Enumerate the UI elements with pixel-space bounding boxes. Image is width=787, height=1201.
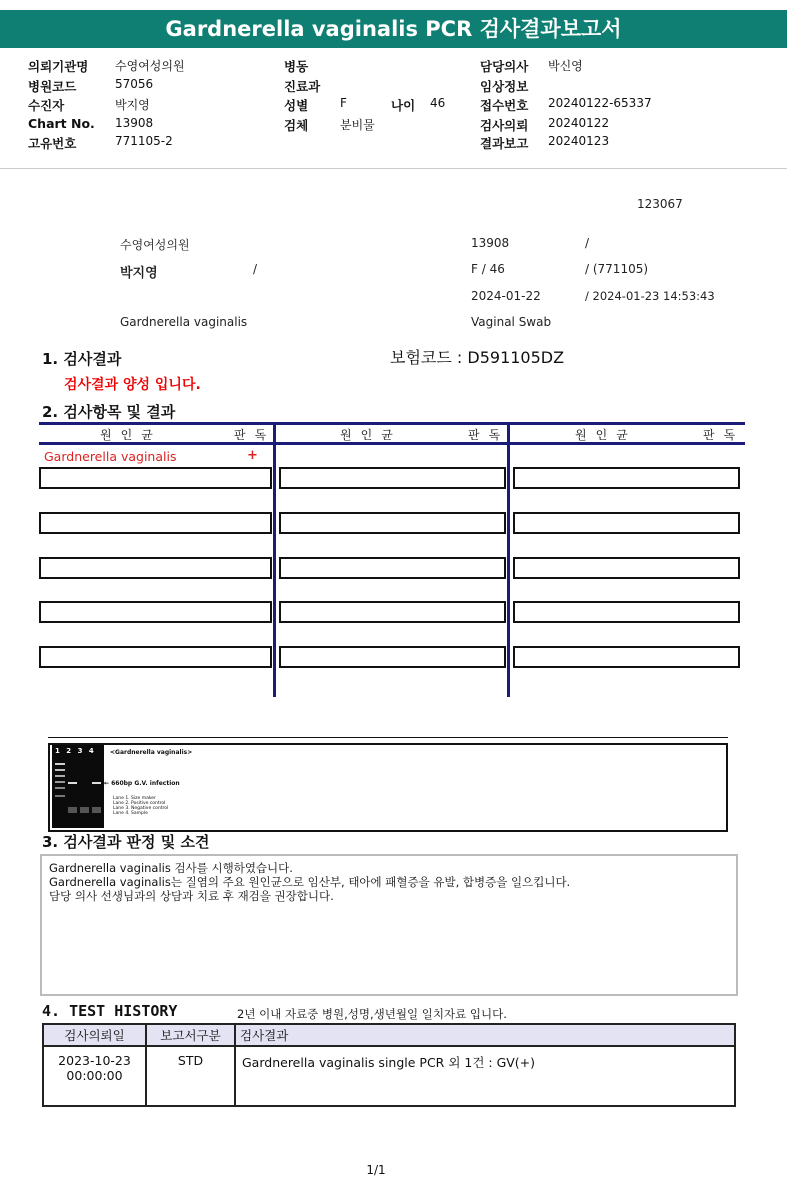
request-label: 검사의뢰 xyxy=(480,118,529,133)
result-box xyxy=(39,601,272,623)
history-type: STD xyxy=(146,1046,235,1106)
header-divider xyxy=(0,168,787,169)
chart-label: Chart No. xyxy=(28,116,95,131)
opinion-line: 담당 의사 선생님과의 상담과 치료 후 재검을 권장합니다. xyxy=(49,889,334,903)
gel-top-rule xyxy=(48,737,728,738)
request-value: 20240122 xyxy=(548,116,610,130)
clinic-value: 수영여성의원 xyxy=(115,59,185,73)
insurance-code: 보험코드 : D591105DZ xyxy=(390,348,565,367)
result-box xyxy=(39,512,272,534)
result-box xyxy=(39,467,272,489)
info-slash: / xyxy=(585,236,590,250)
result-box xyxy=(279,601,506,623)
id-number: 123067 xyxy=(637,197,683,211)
result-box xyxy=(513,601,740,623)
col-judge-1: 판독 xyxy=(234,428,276,442)
info-clinic: 수영여성의원 xyxy=(120,238,190,252)
result-box xyxy=(279,467,506,489)
unique-value: 771105-2 xyxy=(115,134,173,148)
patient-label: 수진자 xyxy=(28,98,65,113)
history-section-title: 4. TEST HISTORY xyxy=(42,1002,178,1020)
sex-value: F xyxy=(340,96,347,110)
info-test-name: Gardnerella vaginalis xyxy=(120,315,248,329)
gel-legend-item: Lane 3. Negative control xyxy=(113,806,169,811)
info-birth: / (771105) xyxy=(585,262,649,276)
gel-caption: <Gardnerella vaginalis> xyxy=(110,749,193,756)
specimen-value: 분비물 xyxy=(340,118,375,132)
gel-legend-item: Lane 4. Sample xyxy=(113,811,148,816)
age-label: 나이 xyxy=(391,98,416,113)
report-label: 결과보고 xyxy=(480,136,529,151)
age-value: 46 xyxy=(430,96,446,110)
grid-divider-2 xyxy=(507,422,510,697)
result-box xyxy=(39,646,272,668)
gel-legend xyxy=(113,796,168,816)
opinion-box xyxy=(40,854,738,996)
gel-legend-item: Lane 2. Positive control xyxy=(113,801,166,806)
history-header-result: 검사결과 xyxy=(235,1024,735,1046)
info-chart: 13908 xyxy=(471,236,510,250)
clinic-label: 의뢰기관명 xyxy=(28,59,89,74)
doctor-label: 담당의사 xyxy=(480,59,529,74)
report-title: Gardnerella vaginalis PCR 검사결과보고서 xyxy=(0,10,787,48)
col-germ-1: 원인균 xyxy=(100,428,162,442)
result-section-title: 1. 검사결과 xyxy=(42,350,122,368)
ward-label: 병동 xyxy=(284,59,309,74)
history-header-type: 보고서구분 xyxy=(146,1024,235,1046)
result-box xyxy=(513,512,740,534)
result-box xyxy=(279,512,506,534)
info-request-date: 2024-01-22 xyxy=(471,289,541,303)
opinion-line: Gardnerella vaginalis는 질염의 주요 원인균으로 임산부, 태아에 패혈증을 유발, 합병증을 일으킵니다. xyxy=(49,875,571,889)
result-box xyxy=(39,557,272,579)
opinion-line: Gardnerella vaginalis 검사를 시행하였습니다. xyxy=(49,861,293,875)
clinical-label: 임상정보 xyxy=(480,79,529,94)
info-sex-age: F / 46 xyxy=(471,262,505,276)
gel-panel xyxy=(48,743,728,832)
result-positive-text: 검사결과 양성 입니다. xyxy=(64,377,201,393)
doctor-value: 박신영 xyxy=(548,59,583,73)
page-number: 1/1 xyxy=(366,1163,386,1177)
info-specimen: Vaginal Swab xyxy=(471,315,552,329)
gel-electrophoresis-image xyxy=(52,745,104,828)
specimen-label: 검체 xyxy=(284,118,309,133)
result-box xyxy=(279,646,506,668)
gel-lane-numbers: 1 2 3 4 xyxy=(55,747,94,755)
result-box xyxy=(513,557,740,579)
germ-item-result: + xyxy=(247,448,258,463)
history-note: 2년 이내 자료중 병원,성명,생년월일 일치자료 입니다. xyxy=(237,1007,507,1021)
col-germ-2: 원인균 xyxy=(340,428,402,442)
unique-label: 고유번호 xyxy=(28,136,77,151)
history-time: 00:00:00 xyxy=(66,1068,123,1083)
result-box xyxy=(513,467,740,489)
table-row xyxy=(43,1046,735,1106)
gel-band-label: ← 660bp G.V. infection xyxy=(104,780,180,787)
history-date-cell xyxy=(43,1046,146,1106)
info-patient: 박지영 xyxy=(120,266,158,281)
col-germ-3: 원인균 xyxy=(575,428,637,442)
code-label: 병원코드 xyxy=(28,79,77,94)
result-box xyxy=(279,557,506,579)
receipt-value: 20240122-65337 xyxy=(548,96,652,110)
info-report-datetime: / 2024-01-23 14:53:43 xyxy=(585,289,715,303)
grid-divider-1 xyxy=(273,422,276,697)
col-judge-3: 판독 xyxy=(703,428,745,442)
dept-label: 진료과 xyxy=(284,79,321,94)
history-result: Gardnerella vaginalis single PCR 외 1건 : GV(+) xyxy=(235,1046,735,1106)
result-box xyxy=(513,646,740,668)
opinion-section-title: 3. 검사결과 판정 및 소견 xyxy=(42,833,210,851)
history-table xyxy=(42,1023,736,1107)
history-header-date: 검사의뢰일 xyxy=(43,1024,146,1046)
receipt-label: 접수번호 xyxy=(480,98,529,113)
gel-legend-item: Lane 1. Size maker xyxy=(113,796,156,801)
col-judge-2: 판독 xyxy=(468,428,510,442)
germ-item-name: Gardnerella vaginalis xyxy=(44,449,177,464)
code-value: 57056 xyxy=(115,77,154,91)
report-value: 20240123 xyxy=(548,134,610,148)
sex-label: 성별 xyxy=(284,98,309,113)
grid-top-line xyxy=(39,422,745,425)
info-slash-2: / xyxy=(253,262,258,276)
chart-value: 13908 xyxy=(115,116,154,130)
history-date: 2023-10-23 xyxy=(58,1053,131,1068)
items-section-title: 2. 검사항목 및 결과 xyxy=(42,403,176,421)
patient-value: 박지영 xyxy=(115,98,150,112)
